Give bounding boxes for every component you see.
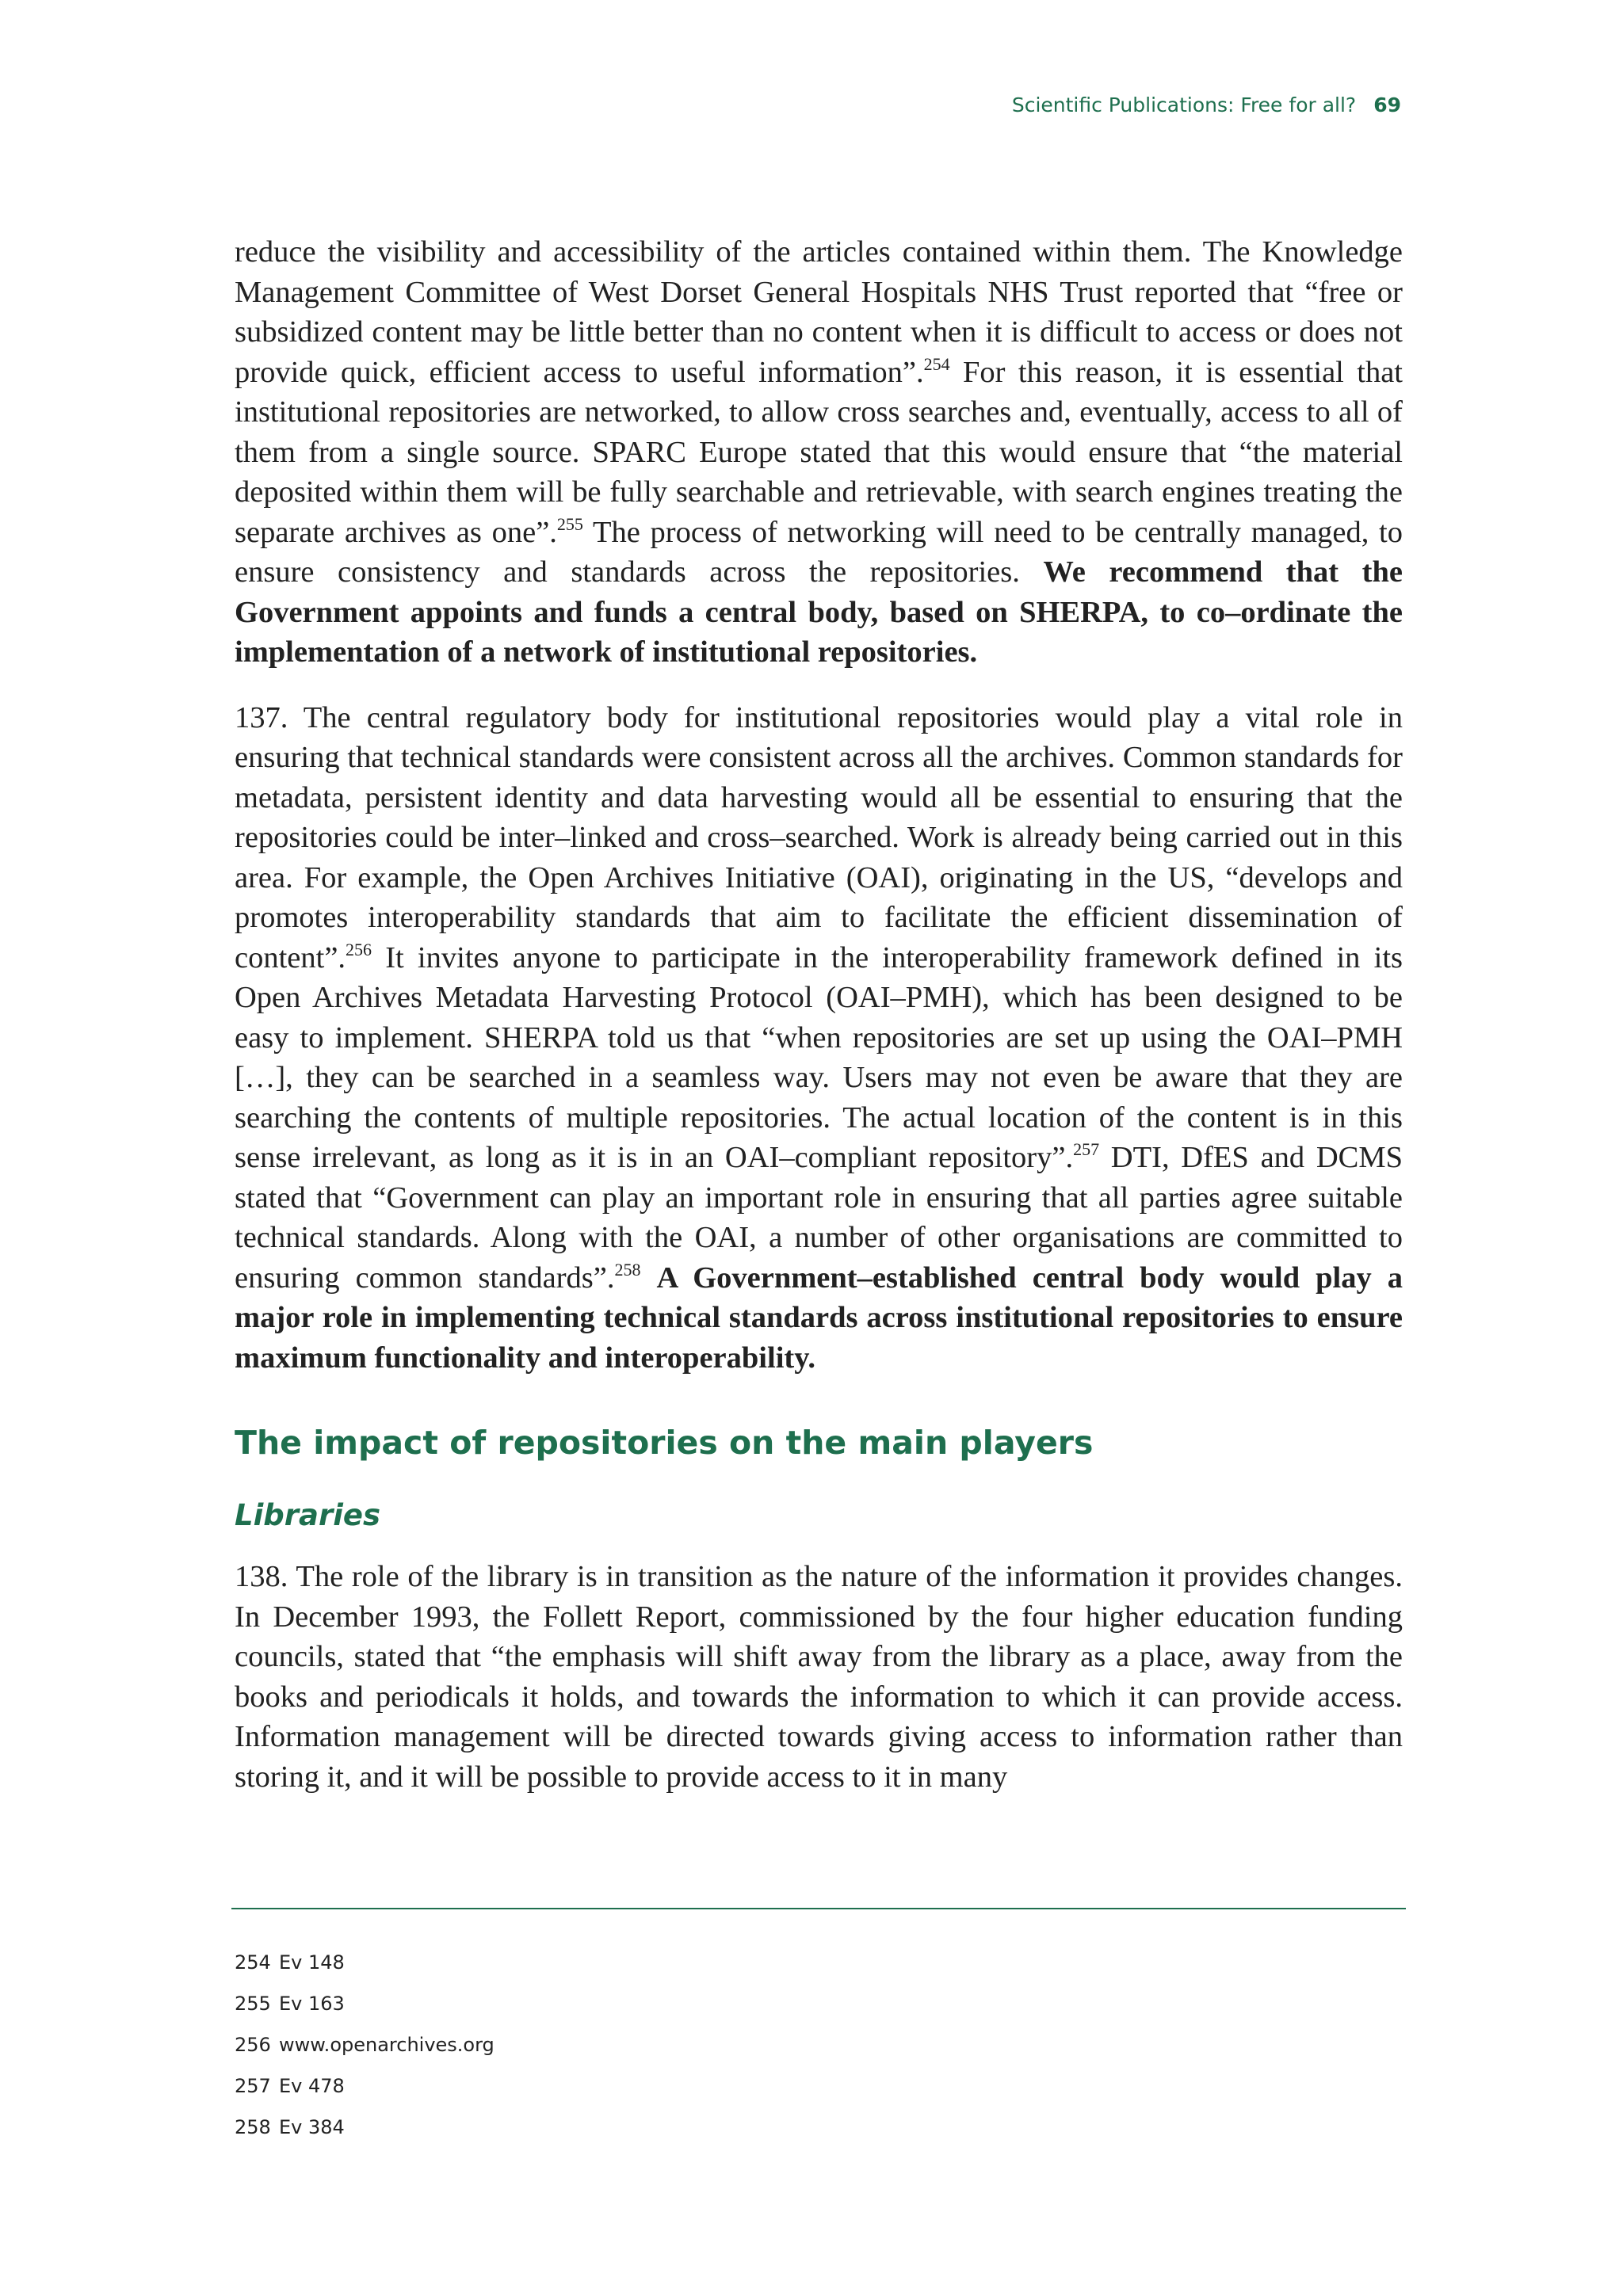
running-header <box>1012 93 1401 116</box>
header-title: Scientific Publications: Free for all? <box>1011 93 1357 116</box>
paragraph-137 <box>235 698 1403 1379</box>
footnote-ref[interactable]: 254 <box>923 353 950 374</box>
footnote-ref[interactable]: 258 <box>614 1259 641 1280</box>
recommendation-text: We recommend that the Government appoints and funds a central body, based on SHERPA, to co–ordinate the implementation of a network of institutional repositories. <box>235 555 1403 669</box>
footnote-item <box>235 2115 495 2157</box>
paragraph-text: It invites anyone to participate in the interoperability framework defined in its Open Archives Metadata Harvesting Protocol (OAI–PMH), which has been designed to be easy to implement. SHERPA told us that “when repositories are set up using the OAI–PMH […], they can be searched in a seamless way. Users may not even be aware that they are searching the contents of multiple repositories. The actual location of the content is in this sense irrelevant, as long as it is in an OAI–compliant repository”. <box>235 940 1403 1174</box>
paragraph-text: For this reason, it is essential that institutional repositories are networked, to allow cross searches and, eventually, access to all of them from a single source. SPARC Europe stated that this would ensure that “the material deposited within them will be fully searchable and retrievable, with search engines treating the separate archives as one”. <box>235 355 1403 549</box>
conclusion-text: A Government–established central body would play a major role in implementing technical standards across institutional repositories to ensure maximum functionality and interoperability. <box>235 1261 1403 1375</box>
footnote-ref[interactable]: 257 <box>1073 1139 1100 1159</box>
paragraph-text: 138. The role of the library is in transition as the nature of the information it provides changes. In December 1993, the Follett Report, commissioned by the four higher education funding councils, stated that “the emphasis will shift away from the library as a place, away from the books and periodicals it holds, and towards the information to which it can provide access. Information management will be directed towards giving access to information rather than storing it, and it will be possible to provide access to it in many <box>235 1560 1403 1794</box>
paragraph-text: reduce the visibility and accessibility of the articles contained within them. The Knowledge Management Committee of West Dorset General Hospitals NHS Trust reported that “free or subsidized content may be little better than no content when it is difficult to access or does not provide quick, efficient access to useful information”. <box>235 235 1403 389</box>
paragraph-continued <box>235 232 1403 673</box>
footnote-number: 258 <box>235 2116 271 2138</box>
paragraph-text: 137. The central regulatory body for institutional repositories would play a vital role in ensuring that technical standards were consistent across all the archives. Common standards for metadata, persistent identity and data harvesting would all be essential to ensuring that the repositories could be inter–linked and cross–searched. Work is already being carried out in this area. For example, the Open Archives Initiative (OAI), originating in the US, “develops and promotes interoperability standards that aim to facilitate the efficient dissemination of content”. <box>235 700 1403 974</box>
footnote-text: Ev 163 <box>279 1993 345 2015</box>
paragraph-138 <box>235 1557 1403 1797</box>
footnote-number: 257 <box>235 2075 271 2097</box>
footnote-item <box>235 2074 495 2115</box>
footnote-ref[interactable]: 256 <box>346 939 372 959</box>
footnote-divider <box>231 1908 1406 1909</box>
footnote-text: Ev 148 <box>279 1951 345 1974</box>
paragraph-text <box>640 1261 656 1295</box>
footnote-text: Ev 384 <box>279 2116 345 2138</box>
footnote-number: 255 <box>235 1993 271 2015</box>
section-heading: The impact of repositories on the main players <box>235 1424 1094 1462</box>
footnotes <box>235 1951 495 2157</box>
footnote-number: 254 <box>235 1951 271 1974</box>
paragraph-text: DTI, DfES and DCMS stated that “Government can play an important role in ensuring that all parties agree suitable technical standards. Along with the OAI, a number of other organisations are committed to ensuring common standards”. <box>235 1141 1403 1295</box>
footnote-text: Ev 478 <box>279 2075 345 2097</box>
footnote-number: 256 <box>235 2034 271 2056</box>
footnote-item <box>235 1951 495 1992</box>
body-text <box>235 232 1403 1822</box>
paragraph-text: The process of networking will need to be centrally managed, to ensure consistency and standards across the repositories. <box>235 515 1403 589</box>
footnote-item <box>235 2033 495 2074</box>
subsection-heading: Libraries <box>235 1498 381 1532</box>
footnote-link[interactable]: www.openarchives.org <box>279 2034 495 2056</box>
footnote-ref[interactable]: 255 <box>556 513 583 534</box>
footnote-item <box>235 1992 495 2033</box>
page-number: 69 <box>1373 93 1401 116</box>
